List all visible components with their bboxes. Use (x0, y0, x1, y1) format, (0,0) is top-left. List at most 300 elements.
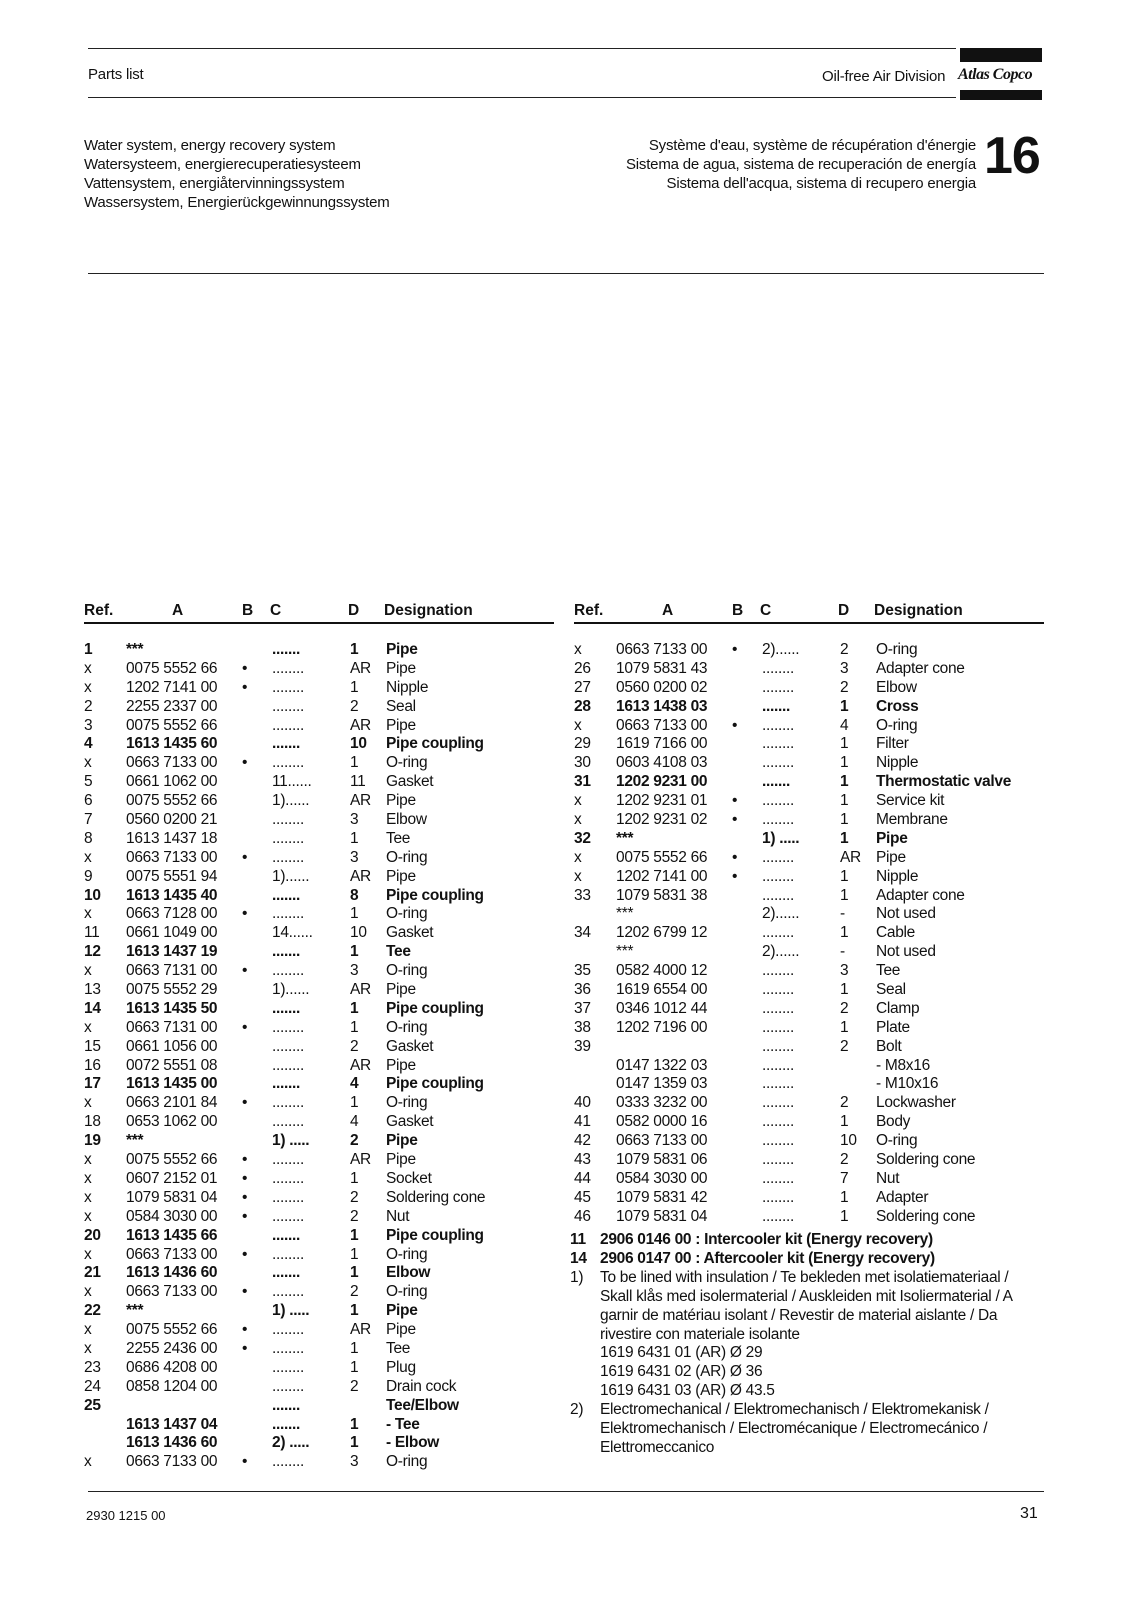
table-row (574, 1151, 1044, 1170)
table-row (574, 981, 1044, 1000)
cell-ref: 32 (574, 829, 591, 847)
title-line: Système d'eau, système de récupération d'énergie (648, 137, 976, 154)
cell-quantity: 2 (350, 1377, 359, 1395)
cell-designation: Cross (876, 697, 919, 715)
cell-quantity: - (840, 905, 845, 923)
cell-ref: x (84, 905, 92, 923)
cell-part-number: 1613 1436 60 (126, 1264, 218, 1282)
cell-ref: 36 (574, 981, 591, 999)
cell-c: ........ (272, 1321, 305, 1339)
cell-quantity: 2 (350, 1037, 359, 1055)
cell-c: ........ (762, 1018, 795, 1036)
header-bottom-rule (88, 97, 956, 98)
table-row (574, 717, 1044, 736)
cell-designation: - Elbow (386, 1434, 440, 1452)
cell-b: • (732, 641, 738, 658)
cell-c: 1) ..... (272, 1302, 310, 1320)
cell-part-number: 1619 7166 00 (616, 735, 708, 753)
cell-quantity: AR (350, 981, 371, 999)
cell-designation: - M8x16 (876, 1056, 930, 1074)
cell-c: ........ (762, 735, 795, 753)
cell-part-number: 0072 5551 08 (126, 1056, 218, 1074)
cell-part-number: 0663 7133 00 (616, 641, 708, 658)
cell-ref: 7 (84, 811, 93, 829)
cell-part-number: 1613 1435 60 (126, 735, 218, 753)
cell-c: 1)...... (272, 792, 310, 810)
cell-part-number: 1202 9231 02 (616, 811, 708, 829)
cell-designation: - Tee (386, 1415, 420, 1433)
cell-quantity: 1 (350, 1264, 359, 1282)
cell-quantity: 3 (350, 962, 359, 980)
cell-c: ........ (272, 1037, 305, 1055)
cell-designation: Gasket (386, 924, 434, 942)
title-line: Wassersystem, Energierückgewinnungssystem (84, 194, 390, 211)
cell-c: ........ (762, 1113, 795, 1131)
cell-designation: Pipe (386, 1151, 416, 1169)
cell-part-number: 0075 5551 94 (126, 867, 218, 885)
footnote (570, 1231, 1050, 1250)
cell-quantity: 1 (350, 829, 359, 847)
cell-b: • (732, 716, 738, 734)
title-block-left (84, 136, 390, 212)
cell-part-number: 1079 5831 04 (616, 1207, 708, 1225)
cell-designation: O-ring (386, 1283, 428, 1301)
cell-designation: Pipe (386, 792, 416, 810)
cell-c: 2)...... (762, 943, 800, 961)
table-row (84, 1113, 554, 1132)
cell-quantity: 2 (840, 678, 849, 696)
cell-part-number: 0663 7133 00 (616, 716, 708, 734)
header-c: C (270, 602, 282, 619)
header-section-label: Parts list (88, 66, 144, 83)
cell-c: ........ (272, 716, 305, 734)
cell-part-number: 0147 1322 03 (616, 1056, 708, 1074)
cell-quantity: 3 (350, 848, 359, 866)
cell-part-number: 1202 9231 00 (616, 773, 708, 791)
cell-part-number: 0663 7133 00 (126, 754, 218, 772)
cell-part-number: 1613 1437 04 (126, 1415, 218, 1433)
footnote-line: 1619 6431 02 (AR) Ø 36 (600, 1363, 763, 1381)
cell-c: ........ (272, 1245, 305, 1263)
cell-designation: Elbow (876, 678, 917, 696)
table-row (574, 887, 1044, 906)
cell-designation: Lockwasher (876, 1094, 956, 1112)
table-row (84, 1397, 554, 1416)
cell-c: ........ (272, 1283, 305, 1301)
cell-part-number: 0560 0200 02 (616, 678, 708, 696)
cell-part-number: 0663 7133 00 (126, 1245, 218, 1263)
cell-b: • (242, 1188, 248, 1206)
table-row (574, 792, 1044, 811)
footnote-line: Skall klås med isolermaterial / Auskleiden mit Isoliermaterial / A (600, 1287, 1013, 1305)
cell-quantity: 10 (350, 735, 367, 753)
cell-c: ........ (762, 1132, 795, 1150)
table-row (84, 1075, 554, 1094)
cell-quantity: 2 (350, 1132, 359, 1150)
cell-quantity: 3 (840, 659, 849, 677)
cell-part-number: 0663 7133 00 (126, 848, 218, 866)
cell-c: ........ (762, 659, 795, 677)
cell-designation: Pipe (386, 659, 416, 677)
table-row (84, 981, 554, 1000)
cell-part-number: 1079 5831 42 (616, 1188, 708, 1206)
cell-c: ........ (272, 1188, 305, 1206)
header-designation: Designation (384, 602, 473, 619)
cell-quantity: 1 (840, 811, 849, 829)
cell-part-number: 1613 1435 50 (126, 999, 218, 1017)
cell-ref: 20 (84, 1226, 101, 1244)
cell-ref: 43 (574, 1151, 591, 1169)
cell-designation: Pipe coupling (386, 1075, 484, 1093)
cell-c: 2) ..... (272, 1434, 310, 1452)
table-row (574, 849, 1044, 868)
table-row (84, 924, 554, 943)
cell-quantity: 1 (350, 1018, 359, 1036)
cell-quantity: 8 (350, 886, 359, 904)
cell-c: 1) ..... (272, 1132, 310, 1150)
cell-c: ........ (272, 1453, 305, 1471)
document-number: 2930 1215 00 (86, 1508, 166, 1523)
table-header (84, 600, 554, 624)
cell-designation: Pipe (386, 867, 416, 885)
cell-b: • (242, 1151, 248, 1169)
cell-c: ........ (762, 924, 795, 942)
cell-designation: Plate (876, 1018, 910, 1036)
cell-quantity: 3 (840, 962, 849, 980)
cell-designation: Nut (386, 1207, 410, 1225)
cell-ref: 22 (84, 1302, 101, 1320)
table-row (574, 943, 1044, 962)
cell-quantity: 11 (350, 773, 366, 791)
cell-ref: 38 (574, 1018, 591, 1036)
cell-ref: 28 (574, 697, 591, 715)
cell-designation: Nipple (876, 754, 919, 772)
cell-designation: Adapter cone (876, 886, 965, 904)
cell-designation: Filter (876, 735, 909, 753)
table-row (84, 1208, 554, 1227)
cell-part-number: 0584 3030 00 (126, 1207, 218, 1225)
cell-quantity: 2 (350, 1283, 359, 1301)
cell-ref: 9 (84, 867, 93, 885)
table-row (84, 773, 554, 792)
cell-ref: x (84, 1321, 92, 1339)
cell-part-number: 0075 5552 66 (126, 792, 218, 810)
cell-quantity: 3 (350, 1453, 359, 1471)
cell-designation: O-ring (876, 1132, 918, 1150)
title-line: Vattensystem, energiåtervinningssystem (84, 175, 345, 192)
cell-b: • (242, 848, 248, 866)
cell-part-number: 1079 5831 06 (616, 1151, 708, 1169)
cell-b: • (732, 792, 738, 810)
table-row (84, 1132, 554, 1151)
header-c: C (760, 602, 772, 619)
title-line: Water system, energy recovery system (84, 137, 336, 154)
cell-designation: Nut (876, 1169, 900, 1187)
cell-quantity: AR (350, 716, 371, 734)
cell-b: • (732, 867, 738, 885)
cell-ref: 1 (84, 641, 93, 658)
table-row (84, 1434, 554, 1453)
cell-b: • (242, 1207, 248, 1225)
table-row (574, 773, 1044, 792)
cell-part-number: 0075 5552 66 (126, 1151, 218, 1169)
cell-quantity: 1 (350, 1302, 359, 1320)
cell-ref: 37 (574, 999, 591, 1017)
cell-designation: Elbow (386, 1264, 431, 1282)
table-row (84, 1340, 554, 1359)
table-row (84, 811, 554, 830)
table-row (84, 905, 554, 924)
cell-c: ....... (272, 1075, 301, 1093)
footer-rule (88, 1491, 1044, 1492)
cell-part-number: 0075 5552 66 (616, 848, 708, 866)
cell-part-number: 0075 5552 66 (126, 659, 218, 677)
cell-c: ....... (272, 943, 301, 961)
cell-ref: 45 (574, 1188, 591, 1206)
cell-designation: O-ring (386, 1018, 428, 1036)
cell-ref: x (84, 659, 92, 677)
header-b: B (242, 602, 254, 619)
cell-quantity: 1 (350, 1094, 359, 1112)
footnote-line: To be lined with insulation / Te bekleden met isolatiemateriaal / (600, 1268, 1009, 1286)
title-line: Sistema dell'acqua, sistema di recupero energia (666, 175, 976, 192)
cell-quantity: 1 (840, 1188, 849, 1206)
table-row (574, 868, 1044, 887)
cell-c: ....... (272, 1415, 301, 1433)
cell-quantity: 7 (840, 1169, 849, 1187)
table-row (574, 1170, 1044, 1189)
cell-c: ........ (762, 867, 795, 885)
cell-part-number: *** (616, 943, 634, 961)
cell-part-number: 0346 1012 44 (616, 999, 708, 1017)
cell-ref: x (574, 716, 582, 734)
cell-designation: Tee (876, 962, 901, 980)
cell-quantity: 1 (350, 943, 359, 961)
table-row (84, 1321, 554, 1340)
cell-ref: 27 (574, 678, 591, 696)
cell-quantity: 1 (840, 1018, 849, 1036)
cell-quantity: 1 (840, 886, 849, 904)
cell-c: 1)...... (272, 981, 310, 999)
table-row (574, 698, 1044, 717)
cell-quantity: AR (350, 659, 371, 677)
cell-ref: 30 (574, 754, 591, 772)
cell-c: ........ (762, 1037, 795, 1055)
cell-ref: 16 (84, 1056, 101, 1074)
cell-quantity: 1 (840, 735, 849, 753)
table-row (84, 1246, 554, 1265)
cell-designation: Not used (876, 943, 936, 961)
cell-designation: O-ring (876, 716, 918, 734)
cell-part-number: 0686 4208 00 (126, 1358, 218, 1376)
header-ref: Ref. (574, 602, 604, 619)
table-row (574, 735, 1044, 754)
table-row (84, 1283, 554, 1302)
cell-ref: 17 (84, 1075, 101, 1093)
cell-quantity: 3 (350, 811, 359, 829)
header-designation: Designation (874, 602, 963, 619)
cell-ref: 26 (574, 659, 591, 677)
cell-designation: Nipple (876, 867, 919, 885)
cell-c: ....... (762, 773, 791, 791)
cell-designation: O-ring (876, 641, 918, 658)
cell-b: • (242, 754, 248, 772)
cell-part-number: 0653 1062 00 (126, 1113, 218, 1131)
cell-designation: - M10x16 (876, 1075, 939, 1093)
cell-quantity: 1 (350, 1245, 359, 1263)
cell-part-number: 0582 4000 12 (616, 962, 708, 980)
cell-b: • (242, 905, 248, 923)
table-row (84, 1378, 554, 1397)
cell-part-number: *** (126, 1302, 144, 1320)
cell-quantity: AR (350, 867, 371, 885)
table-row (574, 905, 1044, 924)
cell-part-number: 0663 7133 00 (126, 1283, 218, 1301)
cell-quantity: 2 (350, 1188, 359, 1206)
cell-designation: Nipple (386, 678, 429, 696)
cell-c: ........ (272, 697, 305, 715)
header-b: B (732, 602, 744, 619)
cell-quantity: 4 (350, 1075, 359, 1093)
cell-designation: O-ring (386, 962, 428, 980)
cell-c: ........ (762, 678, 795, 696)
cell-ref: 14 (84, 999, 101, 1017)
title-line: Sistema de agua, sistema de recuperación de energía (625, 156, 976, 173)
table-row (574, 1132, 1044, 1151)
cell-quantity: 1 (350, 1358, 359, 1376)
table-row (84, 1019, 554, 1038)
table-row (574, 1019, 1044, 1038)
footnote-key: 1) (570, 1268, 584, 1286)
cell-part-number: 2255 2436 00 (126, 1339, 218, 1357)
table-row (574, 1038, 1044, 1057)
cell-quantity: 2 (350, 697, 359, 715)
cell-c: 11...... (272, 773, 312, 791)
cell-designation: Pipe coupling (386, 735, 484, 753)
table-row (84, 1000, 554, 1019)
table-row (84, 717, 554, 736)
cell-ref: x (574, 641, 582, 658)
cell-ref: 40 (574, 1094, 591, 1112)
header-a: A (662, 602, 674, 619)
cell-c: ........ (272, 962, 305, 980)
cell-ref: 21 (84, 1264, 101, 1282)
cell-ref: 5 (84, 773, 93, 791)
cell-ref: x (84, 1188, 92, 1206)
cell-quantity: 1 (840, 697, 849, 715)
table-body (574, 624, 1044, 1227)
header-d: D (348, 602, 360, 619)
cell-part-number: *** (616, 829, 634, 847)
cell-quantity: 1 (350, 754, 359, 772)
table-row (84, 735, 554, 754)
cell-ref: 29 (574, 735, 591, 753)
cell-designation: Pipe (876, 829, 908, 847)
cell-ref: 33 (574, 886, 591, 904)
cell-ref: x (574, 792, 582, 810)
footnotes (570, 1231, 1050, 1458)
cell-part-number: 1079 5831 43 (616, 659, 708, 677)
footnote-line: Electromechanical / Elektromechanisch / Elektromekanisk / (600, 1401, 989, 1419)
footnote-line: garnir de matériau isolant / Revestir de material aislante / Da (600, 1306, 998, 1324)
cell-c: ........ (272, 1377, 305, 1395)
parts-table-right (574, 600, 1044, 1227)
cell-b: • (242, 1169, 248, 1187)
cell-part-number: 1613 1435 66 (126, 1226, 218, 1244)
cell-designation: Tee (386, 943, 411, 961)
cell-ref: x (84, 678, 92, 696)
cell-ref: x (84, 1018, 92, 1036)
header-top-rule (88, 48, 956, 49)
cell-c: ........ (272, 1207, 305, 1225)
cell-quantity: 2 (840, 1037, 849, 1055)
cell-part-number: 0075 5552 66 (126, 716, 218, 734)
cell-quantity: 1 (350, 1226, 359, 1244)
cell-c: ........ (272, 1339, 305, 1357)
cell-ref: 42 (574, 1132, 591, 1150)
cell-c: ........ (272, 1358, 305, 1376)
cell-quantity: 2 (350, 1207, 359, 1225)
brand-logo-bar-bottom (960, 90, 1042, 100)
cell-c: ........ (762, 811, 795, 829)
cell-designation: Pipe (876, 848, 906, 866)
table-row (84, 962, 554, 981)
cell-designation: Clamp (876, 999, 920, 1017)
footnote-key: 14 (570, 1249, 587, 1267)
table-row (574, 1075, 1044, 1094)
cell-c: ....... (272, 886, 301, 904)
cell-ref: 15 (84, 1037, 101, 1055)
footnote-line: 1619 6431 01 (AR) Ø 29 (600, 1344, 763, 1362)
cell-part-number: *** (126, 1132, 144, 1150)
brand-logo-bar-top (960, 48, 1042, 62)
cell-part-number: 0663 2101 84 (126, 1094, 218, 1112)
cell-c: ........ (762, 1188, 795, 1206)
cell-ref: x (84, 962, 92, 980)
cell-part-number: 0661 1062 00 (126, 773, 218, 791)
cell-ref: 11 (84, 924, 100, 942)
table-row (84, 792, 554, 811)
cell-c: ........ (762, 999, 795, 1017)
footnote-line: 1619 6431 03 (AR) Ø 43.5 (600, 1382, 775, 1400)
cell-quantity: 1 (840, 924, 849, 942)
table-row (574, 830, 1044, 849)
cell-part-number: 1202 7141 00 (616, 867, 708, 885)
cell-c: ....... (272, 999, 301, 1017)
cell-part-number: 0858 1204 00 (126, 1377, 218, 1395)
table-row (84, 698, 554, 717)
header-a: A (172, 602, 184, 619)
cell-quantity: AR (350, 792, 371, 810)
cell-quantity: 1 (350, 678, 359, 696)
cell-part-number: 0584 3030 00 (616, 1169, 708, 1187)
header-ref: Ref. (84, 602, 114, 619)
table-row (84, 887, 554, 906)
table-row (84, 660, 554, 679)
cell-ref: 34 (574, 924, 591, 942)
cell-c: ........ (762, 886, 795, 904)
table-row (574, 924, 1044, 943)
cell-designation: Plug (386, 1358, 416, 1376)
cell-c: 2)...... (762, 905, 800, 923)
title-line: Watersysteem, energierecuperatiesysteem (84, 156, 361, 173)
table-row (574, 1094, 1044, 1113)
cell-ref: 39 (574, 1037, 591, 1055)
cell-quantity: 1 (350, 905, 359, 923)
cell-c: ....... (272, 1264, 301, 1282)
cell-designation: Seal (876, 981, 906, 999)
cell-c: ........ (762, 1169, 795, 1187)
